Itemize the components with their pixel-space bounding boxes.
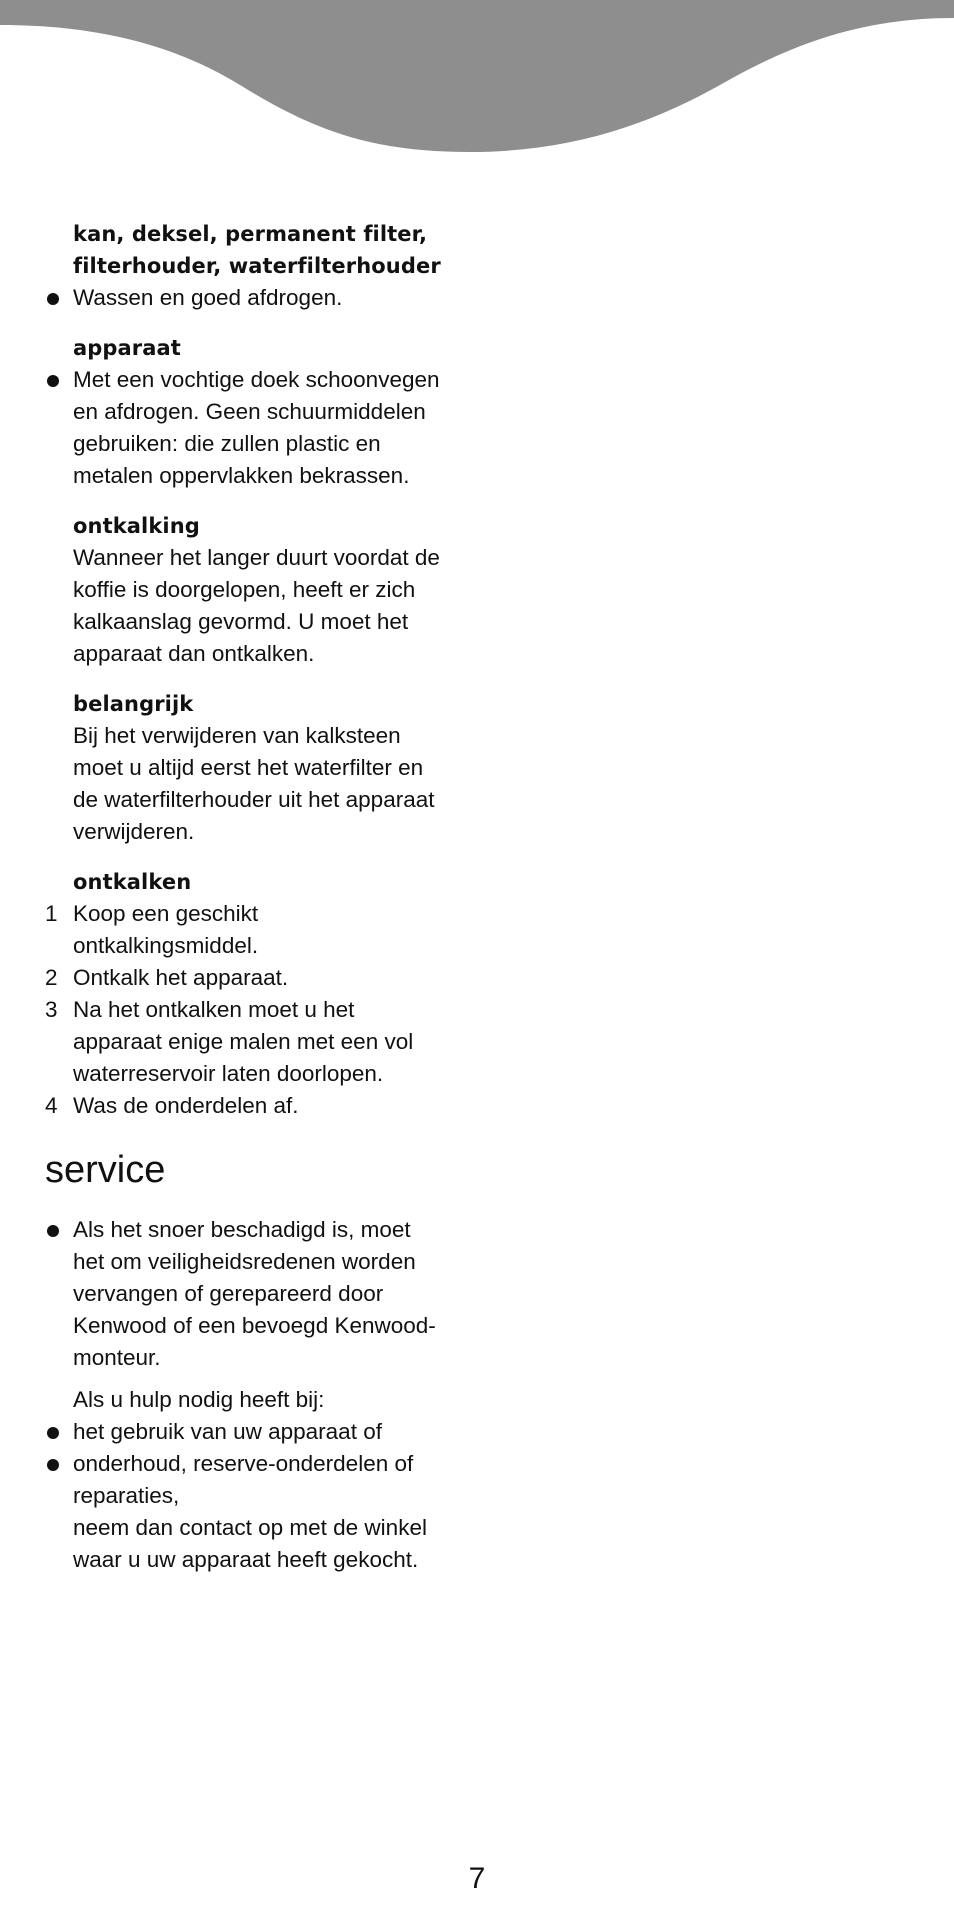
step-4	[45, 1090, 485, 1122]
text-line: metalen oppervlakken bekrassen.	[73, 463, 410, 488]
text-line: en afdrogen. Geen schuurmiddelen	[73, 399, 426, 424]
text-line: Koop een geschikt	[73, 901, 259, 926]
text-line: de waterfilterhouder uit het apparaat	[73, 787, 435, 812]
page-number: 7	[468, 1862, 486, 1895]
text-line: koffie is doorgelopen, heeft er zich	[73, 577, 416, 602]
step-number: 1	[45, 901, 58, 926]
text-line: onderhoud, reserve-onderdelen of	[73, 1451, 414, 1476]
bullet-service-cord	[45, 1214, 485, 1374]
text-line: het om veiligheidsredenen worden	[73, 1249, 416, 1274]
service-help-intro: Als u hulp nodig heeft bij:	[73, 1387, 325, 1412]
section-title-service: service	[45, 1149, 166, 1191]
text-line: neem dan contact op met de winkel	[73, 1515, 427, 1540]
bullet-apparaat	[45, 364, 485, 492]
text-line: Als het snoer beschadigd is, moet	[73, 1217, 411, 1242]
service-closing	[45, 1512, 485, 1576]
text-line: Bij het verwijderen van kalksteen	[73, 723, 401, 748]
text-line: apparaat enige malen met een vol	[73, 1029, 414, 1054]
text-line: Was de onderdelen af.	[73, 1093, 299, 1118]
step-number: 4	[45, 1093, 58, 1118]
step-3	[45, 994, 485, 1090]
bullet-kan: Wassen en goed afdrogen.	[45, 282, 485, 314]
text-line: Na het ontkalken moet u het	[73, 997, 355, 1022]
text-line: Met een vochtige doek schoonvegen	[73, 367, 440, 392]
heading-apparaat: apparaat	[73, 336, 181, 360]
document-body	[45, 218, 485, 1576]
text-line: verwijderen.	[73, 819, 195, 844]
text-line: monteur.	[73, 1345, 161, 1370]
text-line: waar u uw apparaat heeft gekocht.	[73, 1547, 419, 1572]
step-number: 2	[45, 965, 58, 990]
header-wave-shape	[0, 0, 954, 152]
step-1	[45, 898, 485, 962]
text-line: vervangen of gerepareerd door	[73, 1281, 384, 1306]
text-line: reparaties,	[73, 1483, 180, 1508]
heading-kan-line2: filterhouder, waterfilterhouder	[73, 254, 441, 278]
heading-ontkalken: ontkalken	[73, 870, 192, 894]
bullet-help-usage: het gebruik van uw apparaat of	[45, 1416, 485, 1448]
paragraph-belangrijk	[45, 720, 485, 848]
text-line: kalkaanslag gevormd. U moet het	[73, 609, 409, 634]
text-line: moet u altijd eerst het waterfilter en	[73, 755, 424, 780]
text-line: ontkalkingsmiddel.	[73, 933, 259, 958]
heading-kan-line1: kan, deksel, permanent filter,	[73, 222, 428, 246]
step-number: 3	[45, 997, 58, 1022]
heading-belangrijk: belangrijk	[73, 692, 194, 716]
text-line: Ontkalk het apparaat.	[73, 965, 289, 990]
text-line: waterreservoir laten doorlopen.	[73, 1061, 384, 1086]
header-wave-decoration	[0, 0, 954, 160]
text-line: Wanneer het langer duurt voordat de	[73, 545, 440, 570]
text-line: Kenwood of een bevoegd Kenwood-	[73, 1313, 436, 1338]
bullet-help-maintenance	[45, 1448, 485, 1512]
text-line: gebruiken: die zullen plastic en	[73, 431, 381, 456]
paragraph-ontkalking	[45, 542, 485, 670]
text-line: apparaat dan ontkalken.	[73, 641, 315, 666]
heading-ontkalking: ontkalking	[73, 514, 200, 538]
step-2	[45, 962, 485, 994]
